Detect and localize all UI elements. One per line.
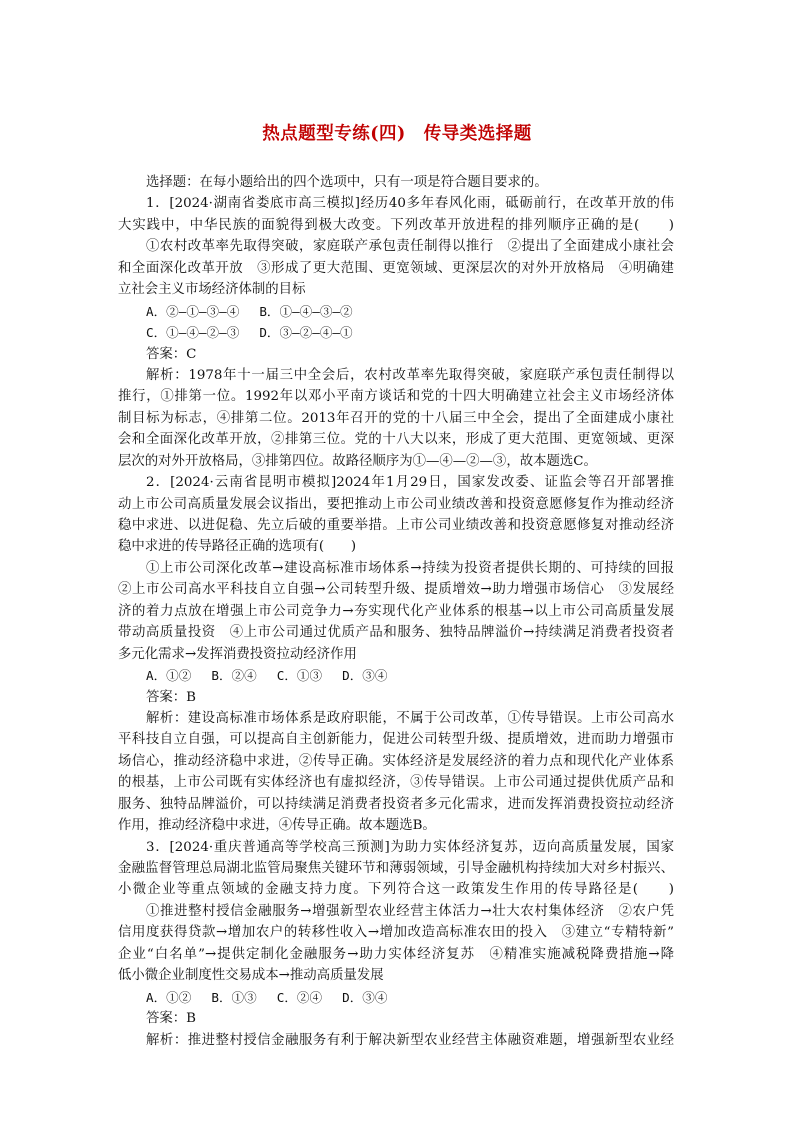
question-3-answer: 答案：B	[146, 1011, 197, 1027]
question-3-stem: 金融监督管理总局湖北监管局聚焦关键环节和薄弱领域，引导金融机构持续加大对乡村振兴、	[118, 861, 674, 876]
question-1-answer: 答案：C	[146, 346, 197, 362]
question-2-analysis: 场信心，推动经济稳中求进，②传导正确。实体经济是发展经济的着力点和现代化产业体系	[118, 753, 674, 769]
question-3-statements: ①推进整村授信金融服务→增强新型农业经营主体活力→壮大农村集体经济 ②农户凭	[146, 903, 674, 919]
question-2-options-row	[118, 665, 674, 686]
question-3-options-row	[118, 987, 674, 1008]
option-d: D．③④	[342, 989, 388, 1005]
option-b: B．②④	[211, 668, 257, 684]
question-1-statements: 立社会主义市场经济体制的目标	[118, 282, 306, 298]
instruction-line: 选择题：在每小题给出的四个选项中，只有一项是符合题目要求的。	[146, 175, 548, 190]
question-1-analysis: 层次的对外开放格局，③排第四位。故路径顺序为①—④—②—③，故本题选C。	[118, 453, 597, 469]
question-1-analysis: 推行，①排第一位。1992年以邓小平南方谈话和党的十四大明确建立社会主义市场经济体	[118, 389, 674, 405]
question-1-analysis: 制目标为标志，④排第二位。2013年召开的党的十八届三中全会，提出了全面建成小康社	[118, 410, 674, 426]
option-c: C．①③	[276, 668, 323, 684]
question-3-statements: 低小微企业制度性交易成本→推动高质量发展	[118, 968, 384, 984]
option-c: C．②④	[276, 989, 323, 1005]
question-2-answer: 答案：B	[146, 689, 197, 705]
option-b: B．①—④—③—②	[259, 303, 353, 319]
option-d: D．③④	[342, 668, 388, 684]
question-2-stem: 2．[2024·云南省昆明市模拟]2024年1月29日，国家发改委、证监会等召开部署推	[146, 475, 674, 491]
option-c: C．①—④—②—③	[146, 325, 240, 341]
question-2-analysis: 服务、独特品牌溢价，可以持续满足消费者投资者多元化需求，进而发挥消费投资拉动经济	[118, 796, 674, 812]
question-2-analysis: 的根基，上市公司既有实体经济也有虚拟经济，③传导错误。上市公司通过提供优质产品和	[118, 775, 674, 791]
question-1-stem: 1．[2024·湖南省娄底市高三模拟]经历40多年春风化雨，砥砺前行，在改革开放的伟	[146, 196, 674, 212]
option-a: A．②—①—③—④	[146, 303, 240, 319]
question-3-analysis: 解析：推进整村授信金融服务有利于解决新型农业经营主体融资难题，增强新型农业经	[146, 1032, 674, 1048]
question-3-stem: 3．[2024·重庆普通高等学校高三预测]为助力实体经济复苏，迈向高质量发展，国家	[146, 839, 674, 855]
question-2-statements: ②上市公司高水平科技自立自强→公司转型升级、提质增效→助力增强市场信心 ③发展经	[118, 582, 674, 598]
question-3-statements: 企业“白名单”→提供定制化金融服务→助力实体经济复苏 ④精准实施减税降费措施→降	[118, 946, 674, 962]
question-1-analysis: 会和全面深化改革开放，②排第三位。党的十八大以来，形成了更大范围、更宽领域、更深	[118, 432, 674, 448]
question-2-statements: ①上市公司深化改革→建设高标准市场体系→持续为投资者提供长期的、可持续的回报	[146, 560, 674, 576]
option-a: A．①②	[146, 668, 192, 684]
question-2-statements: 多元化需求→发挥消费投资拉动经济作用	[118, 646, 357, 662]
page-title: 热点题型专练(四) 传导类选择题	[262, 124, 532, 144]
option-d: D．③—②—④—①	[259, 325, 353, 341]
question-2-analysis: 解析：建设高标准市场体系是政府职能，不属于公司改革，①传导错误。上市公司高水	[146, 710, 674, 726]
document-body	[118, 172, 674, 1051]
question-1-options-row	[118, 322, 674, 343]
question-1-options-row	[118, 301, 674, 322]
question-1-analysis: 解析：1978年十一届三中全会后，农村改革率先取得突破，家庭联产承包责任制得以	[146, 367, 674, 383]
question-2-statements: 济的着力点放在增强上市公司竞争力→夯实现代化产业体系的根基→以上市公司高质量发展	[118, 603, 674, 619]
question-2-stem: 动上市公司高质量发展会议指出，要把推动上市公司业绩改善和投资意愿修复作为推动经济	[118, 496, 674, 512]
question-2-analysis: 平科技自立自强，可以提高自主创新能力，促进公司转型升级、提质增效，进而助力增强市	[118, 732, 674, 748]
question-3-statements: 信用度获得贷款→增加农户的转移性收入→增加改造高标准农田的投入 ③建立“专精特新”	[118, 925, 674, 941]
option-a: A．①②	[146, 989, 192, 1005]
question-1-statements: ①农村改革率先取得突破，家庭联产承包责任制得以推行 ②提出了全面建成小康社会	[146, 239, 674, 255]
question-2-stem: 稳中求进、以进促稳、先立后破的重要举措。上市公司业绩改善和投资意愿修复对推动经济	[118, 518, 674, 533]
question-1-stem: 大实践中，中华民族的面貌得到极大改变。下列改革开放进程的排列顺序正确的是( )	[118, 217, 674, 233]
question-2-statements: 带动高质量投资 ④上市公司通过优质产品和服务、独特品牌溢价→持续满足消费者投资者	[118, 625, 674, 641]
question-3-stem: 小微企业等重点领域的金融支持力度。下列符合这一政策发生作用的传导路径是( )	[118, 882, 674, 898]
question-2-analysis: 作用，推动经济稳中求进，④传导正确。故本题选B。	[118, 818, 436, 834]
question-1-statements: 和全面深化改革开放 ③形成了更大范围、更宽领域、更深层次的对外开放格局 ④明确建	[118, 260, 674, 276]
question-2-stem: 稳中求进的传导路径正确的选项有( )	[118, 539, 357, 555]
option-b: B．①③	[211, 989, 257, 1005]
